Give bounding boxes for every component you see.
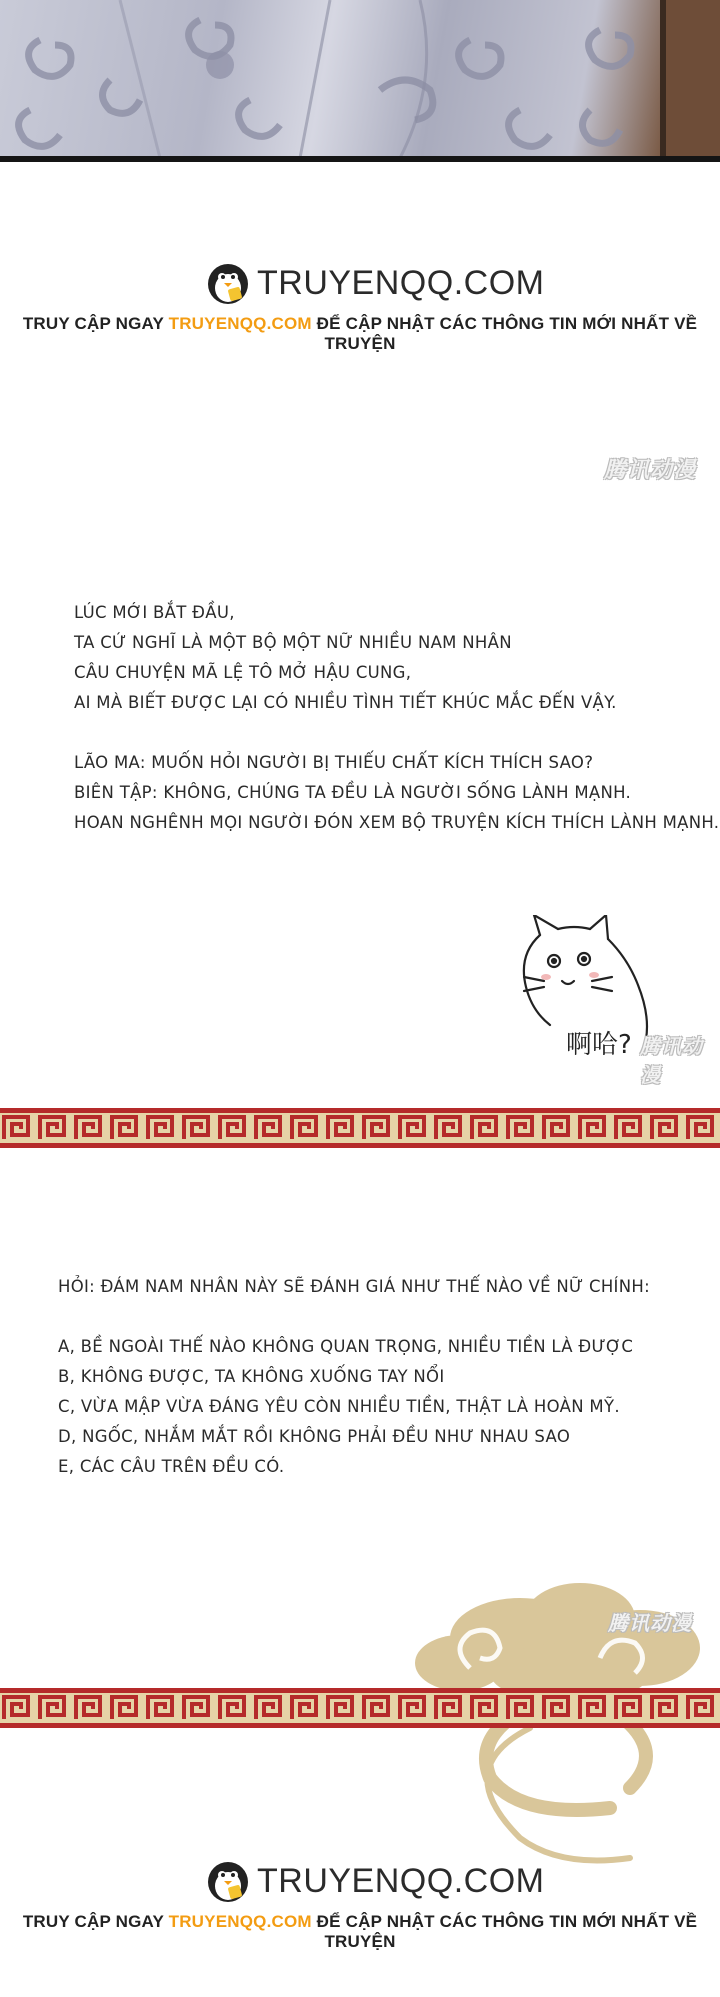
site-logo[interactable] [205,258,544,308]
intro-line: LÚC MỚI BẮT ĐẦU, [74,603,235,622]
quiz-text [58,1272,650,1482]
site-banner-bottom [0,1856,720,1951]
site-link[interactable]: TRUYENQQ.COM [168,314,312,333]
intro-line: CÂU CHUYỆN MÃ LỆ TÔ MỞ HẬU CUNG, [74,663,412,682]
site-banner-top [0,258,720,353]
watermark: 腾讯动漫 [608,1611,692,1635]
cat-speech: 啊哈? [566,1030,632,1060]
intro-line: TA CỨ NGHĨ LÀ MỘT BỘ MỘT NỮ NHIỀU NAM NHÂN [74,633,512,652]
penguin-icon [205,1858,251,1904]
intro-text [74,598,719,838]
top-artwork [0,0,720,158]
penguin-icon [205,260,251,306]
tagline: TRUY CẬP NGAY TRUYENQQ.COM ĐỂ CẬP NHẬT CÁC THÔNG TIN MỚI NHẤT VỀ TRUYỆN [22,314,698,353]
watermark: 腾讯动漫 [640,1034,703,1087]
intro-line: HOAN NGHÊNH MỌI NGƯỜI ĐÓN XEM BỘ TRUYỆN KÍCH THÍCH LÀNH MẠNH. [74,813,720,832]
quiz-option: C, VỪA MẬP VỪA ĐÁNG YÊU CÒN NHIỀU TIỀN, THẬT LÀ HOÀN MỸ. [58,1397,620,1416]
watermark: 腾讯动漫 [604,458,697,483]
meander-border [0,1688,720,1728]
meander-border [0,1108,720,1148]
quiz-option: A, BỀ NGOÀI THẾ NÀO KHÔNG QUAN TRỌNG, NHIỀU TIỀN LÀ ĐƯỢC [58,1337,634,1356]
swirl-pattern-icon [0,0,720,158]
top-divider [0,156,720,162]
logo-text: TRUYENQQ.COM [257,263,545,302]
logo-text: TRUYENQQ.COM [257,1861,545,1900]
quiz-question: HỎI: ĐÁM NAM NHÂN NÀY SẼ ĐÁNH GIÁ NHƯ THẾ NÀO VỀ NỮ CHÍNH: [58,1277,650,1296]
quiz-option: D, NGỐC, NHẮM MẮT RỒI KHÔNG PHẢI ĐỀU NHƯ NHAU SAO [58,1427,571,1446]
intro-line: BIÊN TẬP: KHÔNG, CHÚNG TA ĐỀU LÀ NGƯỜI SỐNG LÀNH MẠNH. [74,783,632,802]
site-link[interactable]: TRUYENQQ.COM [168,1912,312,1931]
tagline: TRUY CẬP NGAY TRUYENQQ.COM ĐỂ CẬP NHẬT CÁC THÔNG TIN MỚI NHẤT VỀ TRUYỆN [22,1912,698,1951]
site-logo[interactable] [205,1856,544,1906]
intro-line: AI MÀ BIẾT ĐƯỢC LẠI CÓ NHIỀU TÌNH TIẾT KHÚC MẮC ĐẾN VẬY. [74,693,617,712]
quiz-option: E, CÁC CÂU TRÊN ĐỀU CÓ. [58,1457,285,1476]
quiz-option: B, KHÔNG ĐƯỢC, TA KHÔNG XUỐNG TAY NỔI [58,1367,445,1386]
intro-line: LÃO MA: MUỐN HỎI NGƯỜI BỊ THIẾU CHẤT KÍCH THÍCH SAO? [74,753,594,772]
